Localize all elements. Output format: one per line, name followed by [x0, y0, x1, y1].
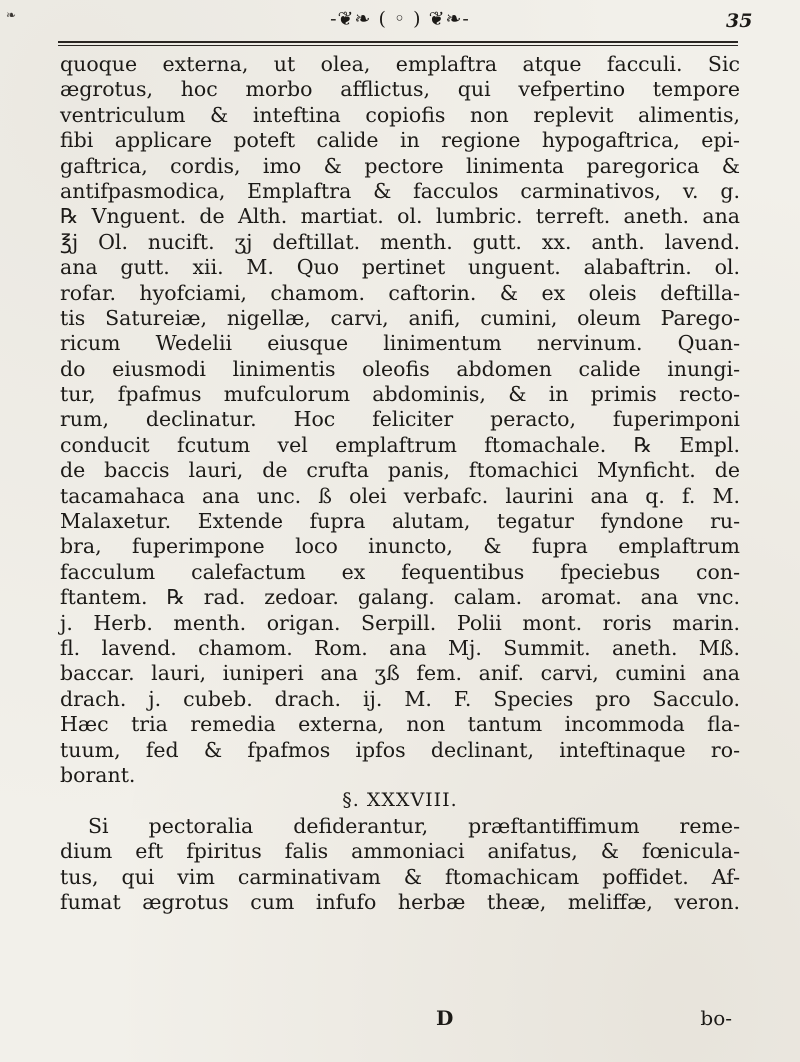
- header-ornament: -❦❧ ( ◦ ) ❦❧-: [330, 8, 470, 30]
- text-line: ana gutt. xii. M. Quo pertinet unguent. alabaftrin. ol.: [60, 255, 740, 280]
- text-line: conducit fcutum vel emplaftrum ftomachale. ℞ Empl.: [60, 432, 740, 457]
- text-line: tuum, fed & fpafmos ipfos declinant, inteftinaque ro-: [60, 737, 740, 762]
- text-line: tacamahaca ana unc. ß olei verbafc. laurini ana q. f. M.: [60, 483, 740, 508]
- text-line: tur, fpafmus mufculorum abdominis, & in primis recto-: [60, 382, 740, 407]
- signature-mark: D: [436, 1006, 454, 1030]
- text-line: do eiusmodi linimentis oleofis abdomen calide inungi-: [60, 356, 740, 381]
- text-line: Malaxetur. Extende fupra alutam, tegatur fyndone ru-: [60, 509, 740, 534]
- text-line: gaftrica, cordis, imo & pectore linimenta paregorica &: [60, 153, 740, 178]
- text-line: j. Herb. menth. origan. Serpill. Polii mont. roris marin.: [60, 610, 740, 635]
- text-line: antifpasmodica, Emplaftra & facculos carminativos, v. g.: [60, 178, 740, 203]
- text-line: ricum Wedelii eiusque linimentum nervinum. Quan-: [60, 331, 740, 356]
- text-line: rofar. hyofciami, chamom. caftorin. & ex oleis deftilla-: [60, 280, 740, 305]
- text-line: Hæc tria remedia externa, non tantum incommoda fla-: [60, 712, 740, 737]
- text-line: quoque externa, ut olea, emplaftra atque facculi. Sic: [60, 52, 740, 76]
- text-line: drach. j. cubeb. drach. ij. M. F. Species pro Sacculo.: [60, 686, 740, 711]
- margin-mark: ❧: [6, 8, 17, 22]
- text-line: dium eft fpiritus falis ammoniaci anifatus, & fœnicula-: [60, 839, 740, 864]
- text-line: de baccis lauri, de crufta panis, ftomachici Mynficht. de: [60, 458, 740, 483]
- text-line: ℞ Vnguent. de Alth. martiat. ol. lumbric. terreft. aneth. ana: [60, 204, 740, 229]
- text-line: rum, declinatur. Hoc feliciter peracto, fuperimponi: [60, 407, 740, 432]
- text-line: borant.: [60, 762, 136, 787]
- text-line: Si pectoralia defiderantur, præftantiffimum reme-: [88, 813, 740, 838]
- text-line: fl. lavend. chamom. Rom. ana Mj. Summit. aneth. Mß.: [60, 635, 740, 660]
- text-line: fibi applicare poteft calide in regione hypogaftrica, epi-: [60, 128, 740, 153]
- section-heading: §. XXXVIII.: [342, 789, 458, 812]
- header-rule: [58, 41, 738, 46]
- text-line: facculum calefactum ex fequentibus fpeciebus con-: [60, 559, 740, 584]
- text-line: ægrotus, hoc morbo afflictus, qui vefpertino tempore: [60, 77, 740, 102]
- page-footer: [60, 1006, 740, 1034]
- text-line: ℥j Ol. nucift. ʒj deftillat. menth. gutt. xx. anth. lavend.: [60, 229, 740, 254]
- text-line: ftantem. ℞ rad. zedoar. galang. calam. aromat. ana vnc.: [60, 585, 740, 610]
- text-line: baccar. lauri, iuniperi ana ʒß fem. anif. carvi, cumini ana: [60, 661, 740, 686]
- text-line: tus, qui vim carminativam & ftomachicam poffidet. Af-: [60, 864, 740, 889]
- body-text: [60, 52, 740, 915]
- text-line: bra, fuperimpone loco inuncto, & fupra emplaftrum: [60, 534, 740, 559]
- text-line: ventriculum & inteftina copiofis non replevit alimentis,: [60, 102, 740, 127]
- text-line: tis Satureiæ, nigellæ, carvi, anifi, cumini, oleum Parego-: [60, 305, 740, 330]
- running-head: [0, 4, 800, 38]
- catchword: bo-: [700, 1006, 732, 1030]
- text-line: fumat ægrotus cum infufo herbæ theæ, meliffæ, veron.: [60, 889, 740, 914]
- page-number: 35: [726, 10, 753, 32]
